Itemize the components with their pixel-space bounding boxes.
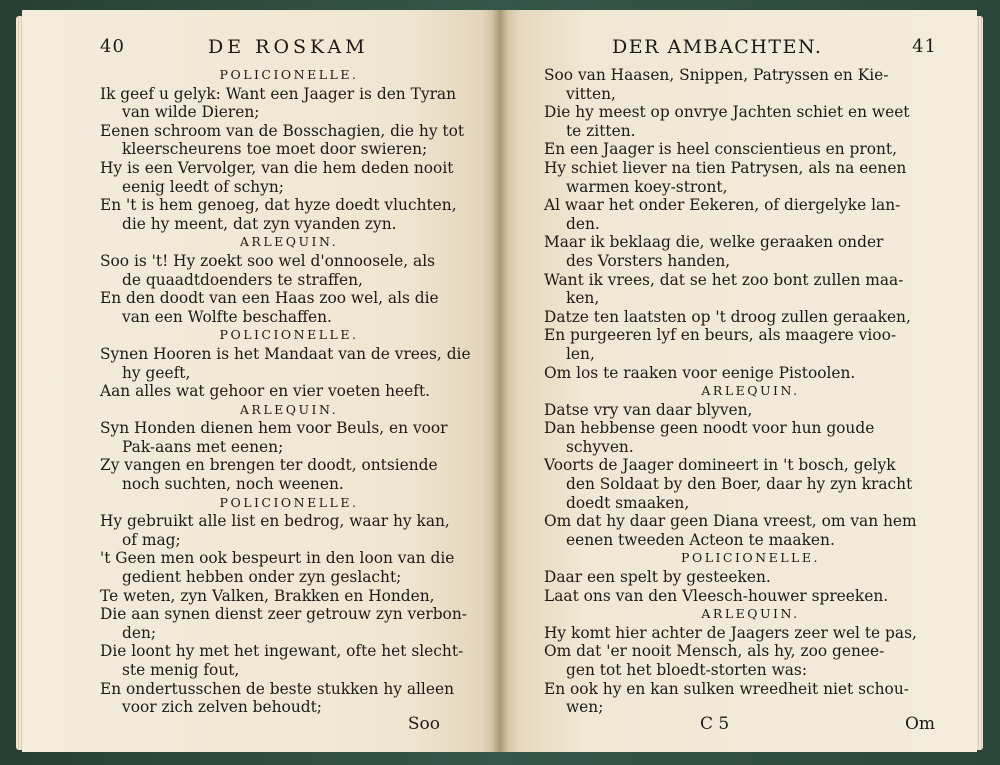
text-line: ken, (566, 289, 600, 308)
text-line: eenig leedt of schyn; (122, 177, 284, 196)
text-line: En 't is hem genoeg, dat hyze doedt vluchten, (100, 196, 457, 215)
text-line: Daar een spelt by gesteeken. (544, 568, 771, 587)
text-line: Die hy meest op onvrye Jachten schiet en weet (544, 103, 910, 122)
text-line: Dan hebbense geen noodt voor hun goude (544, 419, 875, 438)
text-line: hy geeft, (122, 363, 191, 382)
open-book (22, 10, 977, 752)
text-line: Te weten, zyn Valken, Brakken en Honden, (100, 586, 435, 605)
text-line: Pak-aans met eenen; (122, 437, 284, 456)
right-page (500, 10, 977, 752)
text-line: noch suchten, noch weenen. (122, 475, 344, 494)
text-line: de quaadtdoenders te straffen, (122, 270, 363, 289)
speaker-name: POLICIONELLE. (219, 67, 359, 82)
speaker-name: POLICIONELLE. (219, 494, 359, 510)
page-number: 40 (100, 36, 125, 57)
text-line: die hy meent, dat zyn vyanden zyn. (122, 214, 397, 233)
text-line: van wilde Dieren; (122, 103, 260, 122)
text-line: Zy vangen en brengen ter doodt, ontsiende (100, 456, 438, 475)
text-line: Datse vry van daar blyven, (544, 400, 753, 419)
text-line: Die loont hy met het ingewant, ofte het slecht- (100, 642, 464, 661)
text-line: ste menig fout, (122, 661, 240, 679)
text-line: Hy komt hier achter de Jaagers zeer wel te pas, (544, 623, 917, 642)
catchword: Om (904, 714, 935, 734)
text-line: gen tot het bloedt-storten was: (566, 661, 808, 679)
text-line: Ik geef u gelyk: Want een Jaager is den Tyran (100, 84, 457, 103)
text-line: te zitten. (566, 121, 636, 140)
speaker-name: ARLEQUIN. (701, 606, 800, 622)
text-line: eenen tweeden Acteon te maaken. (566, 530, 835, 549)
text-line: Om dat 'er nooit Mensch, als hy, zoo genee- (544, 642, 885, 661)
text-line: warmen koey-stront, (566, 177, 728, 196)
catchword: Soo (407, 714, 440, 734)
text-line: Om dat hy daar geen Diana vreest, om van hem (544, 512, 917, 531)
text-line: En een Jaager is heel conscientieus en pront, (544, 140, 898, 159)
text-line: des Vorsters handen, (566, 251, 731, 270)
right-page-header (544, 32, 957, 66)
text-line: Datze ten laatsten op 't droog zullen geraaken, (544, 307, 911, 326)
text-line: Die aan synen dienst zeer getrouw zyn verbon- (100, 605, 467, 624)
text-line: Eenen schroom van de Bosschagien, die hy tot (100, 121, 465, 140)
text-line: Hy gebruikt alle list en bedrog, waar hy kan, (100, 512, 450, 531)
text-line: voor zich zelven behoudt; (122, 698, 322, 717)
text-line: wen; (566, 698, 604, 717)
text-line: Hy schiet liever na tien Patrysen, als na eenen (544, 158, 907, 177)
speaker-name: POLICIONELLE. (219, 327, 359, 343)
text-line: gedient hebben onder zyn geslacht; (122, 568, 402, 587)
left-page (22, 10, 500, 752)
running-head: DER AMBACHTEN. (612, 36, 823, 58)
text-line: den; (122, 623, 157, 642)
text-line: Hy is een Vervolger, van die hem deden nooit (100, 158, 454, 177)
speaker-name: POLICIONELLE. (681, 550, 820, 566)
text-line: En den doodt van een Haas zoo wel, als die (100, 289, 439, 308)
text-line: kleerscheurens toe moet door swieren; (122, 140, 428, 159)
speaker-name: ARLEQUIN. (701, 383, 800, 399)
text-line: En ondertusschen de beste stukken hy alleen (100, 679, 454, 698)
text-line: Want ik vrees, dat se het zoo bont zullen maa- (544, 270, 904, 289)
signature-mark: C 5 (700, 714, 730, 734)
text-line: Aan alles wat gehoor en vier voeten heeft. (100, 382, 431, 401)
text-line: Al waar het onder Eekeren, of diergelyke lan- (544, 196, 901, 215)
text-line: Soo van Haasen, Snippen, Patryssen en Kie- (544, 66, 889, 84)
text-line: van een Wolfte beschaffen. (122, 307, 332, 326)
text-line: doedt smaaken, (566, 493, 690, 512)
text-line: En ook hy en kan sulken wreedheit niet schou- (544, 679, 909, 698)
text-line: Maar ik beklaag die, welke geraaken onder (544, 233, 884, 252)
speaker-name: ARLEQUIN. (239, 234, 339, 250)
text-line: Om los te raaken voor eenige Pistoolen. (544, 363, 856, 382)
right-page-text (544, 66, 957, 717)
speaker-name: ARLEQUIN. (239, 401, 339, 417)
text-line: len, (566, 344, 595, 363)
page-number: 41 (912, 36, 937, 57)
text-line: Soo is 't! Hy zoekt soo wel d'onnoosele, als (100, 251, 436, 270)
text-line: den. (566, 214, 600, 233)
book-gutter (492, 10, 508, 752)
text-line: vitten, (566, 84, 616, 103)
text-line: En purgeeren lyf en beurs, als maagere vioo- (544, 326, 897, 345)
text-line: 't Geen men ook bespeurt in den loon van die (100, 549, 455, 568)
text-line: Voorts de Jaager domineert in 't bosch, gelyk (544, 456, 896, 475)
running-head: DE ROSKAM (208, 36, 369, 58)
left-page-header (100, 32, 478, 66)
left-page-text (100, 66, 478, 717)
text-line: schyven. (566, 437, 634, 456)
text-line: Synen Hooren is het Mandaat van de vrees, die (100, 344, 471, 363)
text-line: den Soldaat by den Boer, daar hy zyn kracht (566, 475, 913, 494)
text-line: Laat ons van den Vleesch-houwer spreeken. (544, 586, 889, 605)
text-line: Syn Honden dienen hem voor Beuls, en voor (100, 419, 448, 438)
text-line: of mag; (122, 530, 181, 549)
